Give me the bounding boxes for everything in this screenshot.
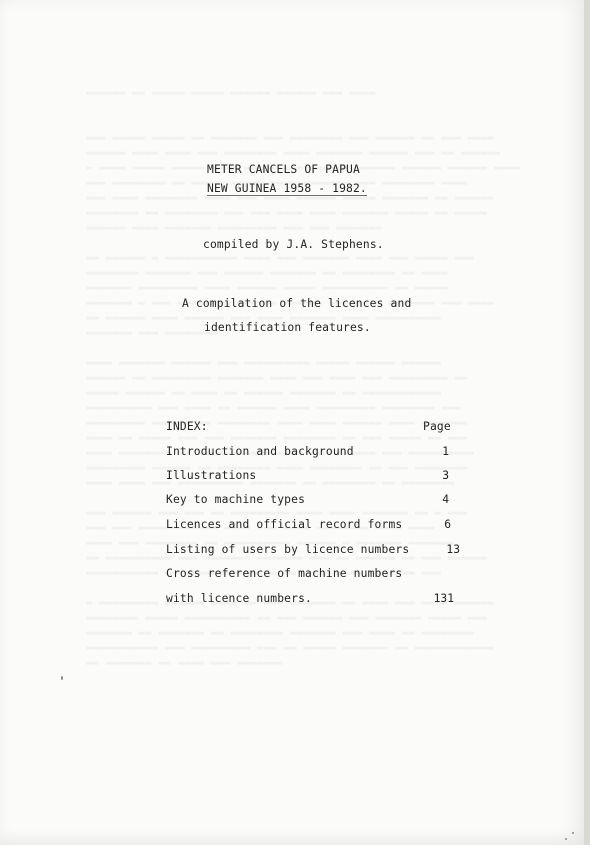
index-entry-page: 1 — [442, 445, 449, 458]
index-entry-label: Cross reference of machine numbers — [166, 567, 403, 580]
index-entry-label: Key to machine types — [166, 493, 306, 506]
index-page-heading: Page — [423, 420, 451, 433]
paper-speck — [572, 832, 574, 834]
index-entry-label: Illustrations — [166, 469, 257, 482]
document-title-line-1: METER CANCELS OF PAPUA — [207, 163, 360, 176]
index-entry-page: 13 — [446, 543, 460, 556]
description-line-1: A compilation of the licences and — [182, 297, 412, 310]
paper-speck — [565, 838, 567, 840]
document-title-line-2: NEW GUINEA 1958 - 1982. — [207, 182, 367, 195]
paper-speck — [61, 676, 63, 680]
description-line-2: identification features. — [204, 321, 371, 334]
index-entry-label: Listing of users by licence numbers — [166, 543, 410, 556]
index-entry-page: 6 — [444, 518, 451, 531]
index-heading: INDEX: — [166, 420, 208, 433]
title-underline — [207, 195, 367, 196]
index-entry-label: Licences and official record forms — [166, 518, 403, 531]
compiled-by-line: compiled by J.A. Stephens. — [203, 238, 384, 251]
index-entry-page: 3 — [442, 469, 449, 482]
index-entry-label: with licence numbers. — [166, 592, 312, 605]
index-entry-page: 4 — [442, 493, 449, 506]
index-entry-label: Introduction and background — [166, 445, 354, 458]
index-entry-page: 131 — [433, 592, 454, 605]
